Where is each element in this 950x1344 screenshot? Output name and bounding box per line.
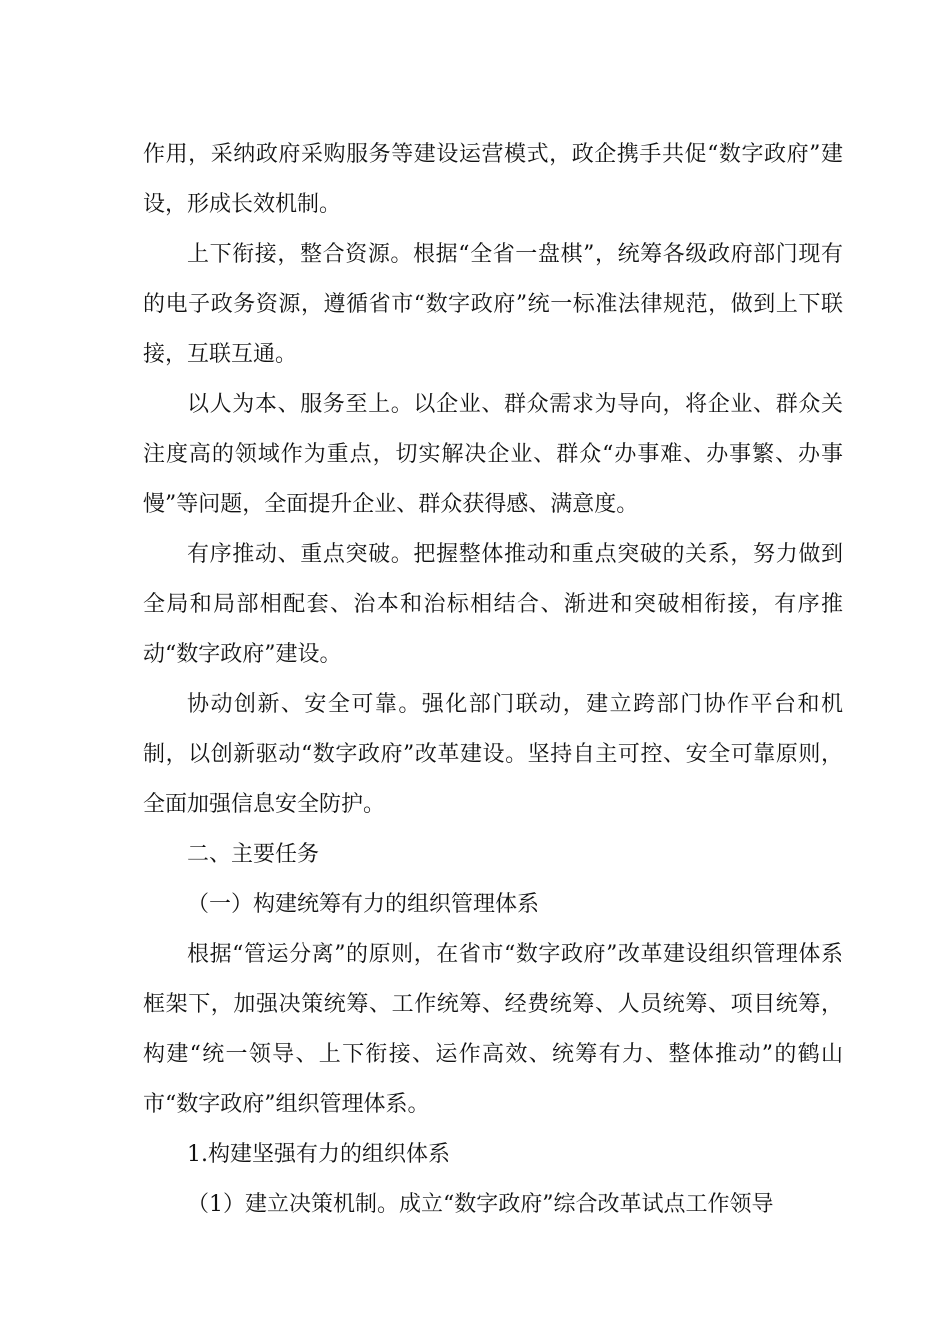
paragraph-collaborative-innovation: 协动创新、安全可靠。强化部门联动，建立跨部门协作平台和机制，以创新驱动“数字政府”改革建设。坚持自主可控、安全可靠原则，全面加强信息安全防护。 <box>143 692 843 817</box>
document-body <box>143 130 843 1230</box>
paragraph-intro-continuation: 作用，采纳政府采购服务等建设运营模式，政企携手共促“数字政府”建设，形成长效机制。 <box>143 142 843 217</box>
paragraph-integrate-resources: 上下衔接，整合资源。根据“全省一盘棋”，统筹各级政府部门现有的电子政务资源，遵循省市“数字政府”统一标准法律规范，做到上下联接，互联互通。 <box>143 242 843 367</box>
subsection-heading-organization: （一）构建统筹有力的组织管理体系 <box>187 892 540 917</box>
paragraph-orderly-promotion: 有序推动、重点突破。把握整体推动和重点突破的关系，努力做到全局和局部相配套、治本和治标相结合、渐进和突破相衔接，有序推动“数字政府”建设。 <box>143 542 843 667</box>
paragraph-people-oriented: 以人为本、服务至上。以企业、群众需求为导向，将企业、群众关注度高的领域作为重点，切实解决企业、群众“办事难、办事繁、办事慢”等问题，全面提升企业、群众获得感、满意度。 <box>143 392 843 517</box>
paragraph-management-system: 根据“管运分离”的原则，在省市“数字政府”改革建设组织管理体系框架下，加强决策统筹、工作统筹、经费统筹、人员统筹、项目统筹，构建“统一领导、上下衔接、运作高效、统筹有力、整体推动”的鹤山市“数字政府”组织管理体系。 <box>143 942 843 1117</box>
paragraph-decision-mechanism: （1）建立决策机制。成立“数字政府”综合改革试点工作领导 <box>187 1192 774 1217</box>
section-heading-main-tasks: 二、主要任务 <box>187 842 320 867</box>
item-heading-organization-system: 1.构建坚强有力的组织体系 <box>187 1142 450 1167</box>
